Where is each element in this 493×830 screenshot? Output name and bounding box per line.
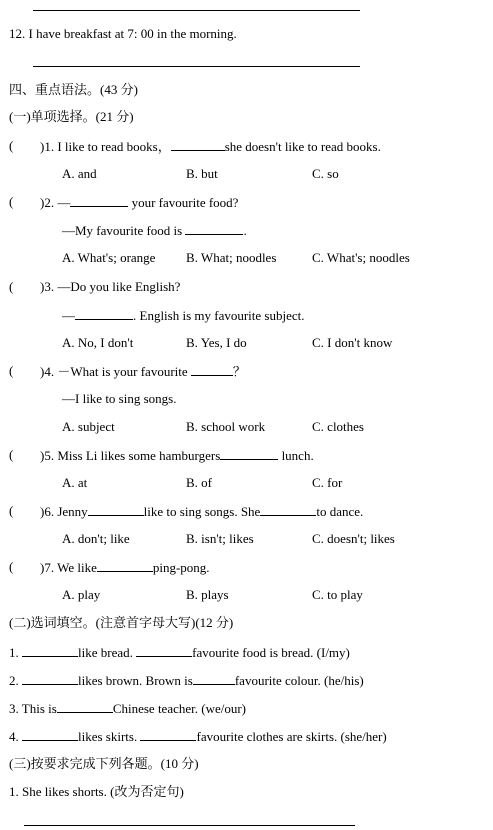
q3-option-c[interactable]: C. I don't know — [312, 335, 393, 350]
p2-3-blank-1[interactable] — [57, 700, 113, 713]
p2-2-blank-1[interactable] — [22, 672, 78, 685]
q2-paren: ( — [9, 194, 14, 209]
q4-line2: —I like to sing songs. — [62, 391, 177, 406]
q6-option-a[interactable]: A. don't; like — [62, 531, 130, 546]
q1-paren: ( — [9, 138, 14, 153]
q3-stem: )3. —Do you like English? — [40, 279, 181, 294]
part2-title: (二)选词填空。(注意首字母大写)(12 分) — [9, 615, 234, 630]
q7-option-c[interactable]: C. to play — [312, 587, 363, 602]
q1-option-a[interactable]: A. and — [62, 166, 97, 181]
p2-2-blank-2[interactable] — [193, 672, 235, 685]
p2-item-2: 2. likes brown. Brown is favourite colour. (he/his) — [9, 673, 364, 688]
q12-text: 12. I have breakfast at 7: 00 in the morning. — [9, 26, 237, 41]
q5-option-b[interactable]: B. of — [186, 475, 212, 490]
q3-option-a[interactable]: A. No, I don't — [62, 335, 134, 350]
q6-option-b[interactable]: B. isn't; likes — [186, 531, 254, 546]
q1-blank[interactable] — [171, 138, 225, 151]
answer-line-q12 — [33, 66, 360, 67]
q2-line2: —My favourite food is . — [62, 223, 247, 238]
q5-option-a[interactable]: A. at — [62, 475, 88, 490]
q4-stem: )4. －What is your favourite ？ — [40, 364, 246, 379]
p3-item-1: 1. She likes shorts. (改为否定句) — [9, 784, 184, 799]
q5-paren: ( — [9, 447, 14, 462]
q7-blank[interactable] — [97, 559, 153, 572]
q6-stem: )6. Jenny like to sing songs. She to dance. — [40, 504, 364, 519]
part1-title: (一)单项选择。(21 分) — [9, 109, 134, 124]
q3-paren: ( — [9, 279, 14, 294]
q7-option-a[interactable]: A. play — [62, 587, 101, 602]
p2-item-1: 1. like bread. favourite food is bread. (I/my) — [9, 645, 350, 660]
q4-option-c[interactable]: C. clothes — [312, 419, 364, 434]
q4-option-b[interactable]: B. school work — [186, 419, 266, 434]
q4-blank[interactable] — [191, 363, 233, 376]
q2-option-a[interactable]: A. What's; orange — [62, 250, 156, 265]
p2-item-4: 4. likes skirts. favourite clothes are skirts. (she/her) — [9, 729, 387, 744]
p2-1-blank-2[interactable] — [136, 644, 192, 657]
q1-option-c[interactable]: C. so — [312, 166, 339, 181]
q3-option-b[interactable]: B. Yes, I do — [186, 335, 247, 350]
section4-title: 四、重点语法。(43 分) — [9, 82, 138, 97]
p2-1-blank-1[interactable] — [22, 644, 78, 657]
p2-4-blank-1[interactable] — [22, 728, 78, 741]
q7-paren: ( — [9, 559, 14, 574]
q3-line2: — . English is my favourite subject. — [62, 308, 305, 323]
part3-title: (三)按要求完成下列各题。(10 分) — [9, 756, 199, 771]
q2-blank[interactable] — [70, 194, 128, 207]
q7-option-b[interactable]: B. plays — [186, 587, 229, 602]
q4-paren: ( — [9, 363, 14, 378]
p2-4-blank-2[interactable] — [140, 728, 196, 741]
q1-option-b[interactable]: B. but — [186, 166, 218, 181]
answer-line-p3-1[interactable] — [24, 825, 355, 826]
q7-stem: )7. We like ping-pong. — [40, 560, 210, 575]
q5-stem: )5. Miss Li likes some hamburgers lunch. — [40, 448, 314, 463]
q5-option-c[interactable]: C. for — [312, 475, 343, 490]
q3-blank[interactable] — [75, 307, 133, 320]
q2-option-c[interactable]: C. What's; noodles — [312, 250, 410, 265]
q2-stem: )2. — your favourite food? — [40, 195, 239, 210]
answer-line-q11 — [33, 10, 360, 11]
q1-stem: )1. I like to read books， she doesn't like to read books. — [40, 139, 381, 154]
q6-paren: ( — [9, 503, 14, 518]
q2-option-b[interactable]: B. What; noodles — [186, 250, 277, 265]
q6-blank-1[interactable] — [88, 503, 144, 516]
q4-option-a[interactable]: A. subject — [62, 419, 115, 434]
q6-option-c[interactable]: C. doesn't; likes — [312, 531, 395, 546]
q6-blank-2[interactable] — [260, 503, 316, 516]
q5-blank[interactable] — [220, 447, 278, 460]
q2-blank-2[interactable] — [185, 222, 243, 235]
p2-item-3: 3. This is Chinese teacher. (we/our) — [9, 701, 247, 716]
